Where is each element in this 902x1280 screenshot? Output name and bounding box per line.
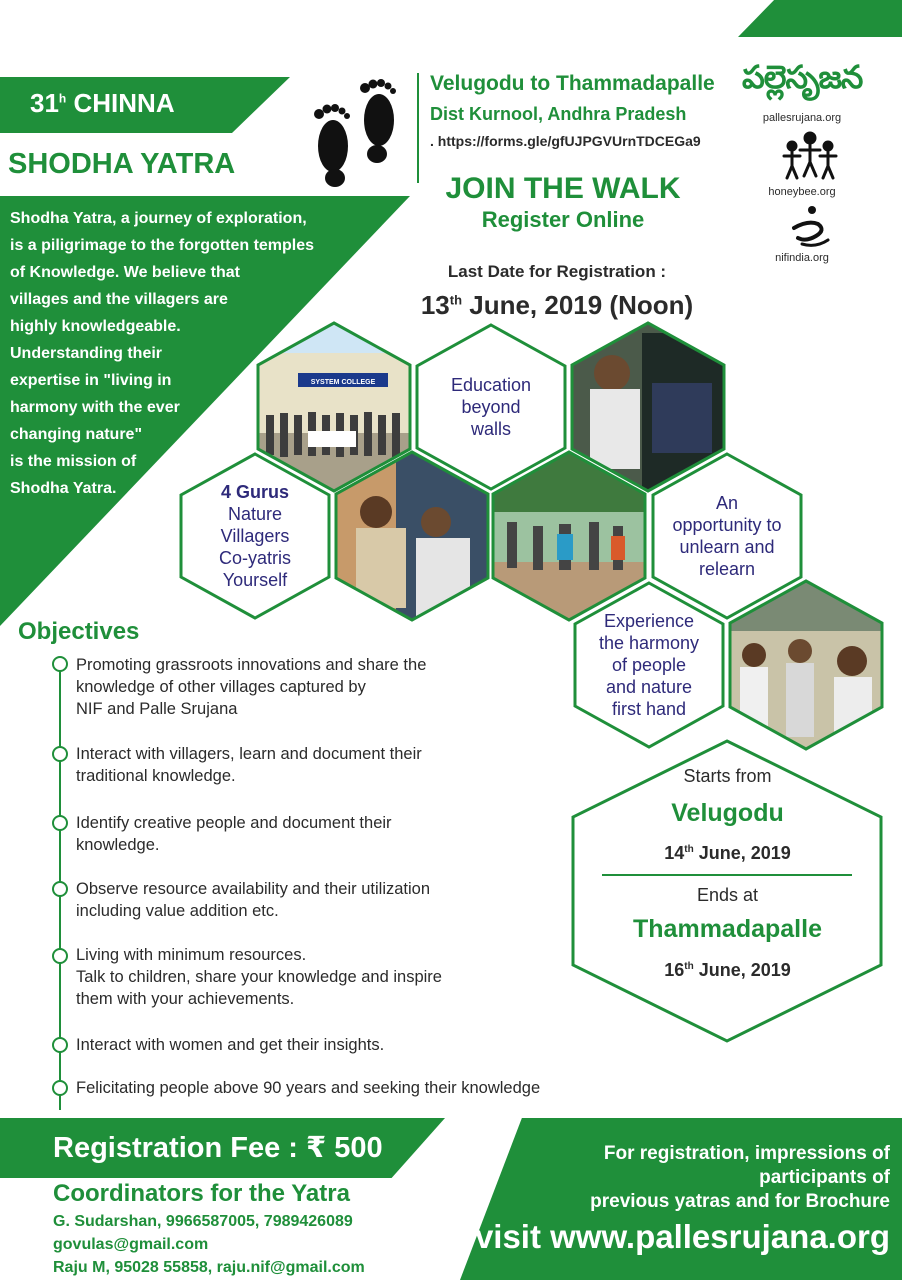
district-heading: Dist Kurnool, Andhra Pradesh	[430, 104, 687, 124]
people-group-icon	[780, 130, 840, 182]
coordinator-contact: G. Sudarshan, 9966587005, 7989426089	[53, 1213, 353, 1230]
registration-info: For registration, impressions of participants of previous yatras and for Brochure	[590, 1143, 890, 1212]
last-date-label: Last Date for Registration :	[447, 262, 667, 281]
schedule-divider	[602, 874, 852, 876]
register-online-heading: Register Online	[481, 207, 645, 232]
bullet-icon	[52, 881, 68, 897]
hex-gurus	[179, 452, 331, 620]
objective-item: Promoting grassroots innovations and share the knowledge of other villages captured by NIF and Palle Srujana	[76, 656, 427, 718]
header-divider	[417, 73, 419, 183]
hex-harmony-line: of people	[611, 655, 687, 675]
hex-education-line: Education	[450, 375, 532, 395]
join-heading: JOIN THE WALK	[445, 172, 681, 205]
bullet-icon	[52, 948, 68, 964]
school-banner-text: SYSTEM COLLEGE	[310, 379, 376, 386]
hex-harmony-line: and nature	[605, 677, 693, 697]
hex-unlearn-line: unlearn and	[679, 537, 775, 557]
hex-unlearn-line: relearn	[698, 559, 756, 579]
bullet-icon	[52, 746, 68, 762]
objectives-title: Objectives	[18, 618, 140, 645]
hex-unlearn-line: An	[715, 493, 739, 513]
coordinator-contact: Raju M, 95028 55858, raju.nif@gmail.com	[53, 1259, 365, 1276]
hex-harmony-line: Experience	[603, 611, 695, 631]
page-title: SHODHA YATRA	[8, 148, 236, 180]
bullet-icon	[52, 1037, 68, 1053]
nif-swirl-icon	[788, 204, 832, 248]
end-place: Thammadapalle	[633, 915, 822, 943]
hex-photo-elders	[730, 581, 882, 749]
objective-item: Identify creative people and document their knowledge.	[76, 814, 392, 854]
hex-education-line: walls	[470, 419, 511, 439]
objective-item: Interact with villagers, learn and document their traditional knowledge.	[76, 745, 422, 785]
objective-item: Interact with women and get their insights.	[76, 1036, 385, 1054]
coordinator-email[interactable]: govulas@gmail.com	[53, 1236, 209, 1253]
hex-harmony-line: the harmony	[598, 633, 700, 653]
end-date: 16th June, 2019	[664, 960, 791, 980]
honeybee-url[interactable]: honeybee.org	[768, 186, 836, 198]
coordinators-title: Coordinators for the Yatra	[53, 1180, 350, 1207]
hex-gurus-line: Nature	[227, 504, 283, 524]
hex-education-line: beyond	[461, 397, 521, 417]
bullet-icon	[52, 1080, 68, 1096]
route-heading: Velugodu to Thammadapalle	[430, 72, 715, 95]
objective-item: Felicitating people above 90 years and seeking their knowledge	[76, 1079, 541, 1097]
hex-gurus-line: Villagers	[220, 526, 290, 546]
hex-gurus-title: 4 Gurus	[220, 482, 290, 502]
objective-item: Observe resource availability and their utilization including value addition etc.	[76, 880, 431, 920]
hex-unlearn-line: opportunity to	[672, 515, 782, 535]
last-date-value: 13th June, 2019 (Noon)	[420, 290, 694, 320]
bullet-icon	[52, 656, 68, 672]
visit-website-link[interactable]: visit www.pallesrujana.org	[474, 1218, 890, 1255]
intro-paragraph: Shodha Yatra, a journey of exploration, is a piligrimage to the forgotten temples of Knowledge. We believe that villages and the villagers are highly knowledgeable. Understanding their expertise in "living in harmony with the ever changing nature" is the mission of Shodha Yatra.	[10, 210, 315, 497]
hex-gurus-line: Co-yatris	[218, 548, 291, 568]
edition-title: 31$^h$ CHINNA	[30, 88, 175, 118]
registration-form-link[interactable]: . https://forms.gle/gfUJPGVUrnTDCEGa9	[430, 133, 701, 149]
footprints-icon	[305, 78, 410, 188]
top-right-green-banner	[738, 0, 902, 37]
start-place: Velugodu	[671, 799, 784, 827]
ends-label: Ends at	[696, 885, 759, 905]
bullet-icon	[52, 815, 68, 831]
objective-item: Living with minimum resources. Talk to children, share your knowledge and inspire them with your achievements.	[76, 946, 442, 1008]
palle-srujana-url[interactable]: pallesrujana.org	[762, 112, 842, 124]
hex-photo-felicitation	[336, 452, 488, 620]
hex-gurus-line: Yourself	[222, 570, 288, 590]
starts-label: Starts from	[683, 766, 772, 786]
palle-srujana-logo: పల్లెసృజన	[742, 58, 863, 96]
start-date: 14th June, 2019	[664, 843, 791, 863]
hex-harmony-line: first hand	[611, 699, 687, 719]
nif-url[interactable]: nifindia.org	[775, 252, 829, 264]
registration-fee: Registration Fee : ₹ 500	[53, 1132, 383, 1164]
